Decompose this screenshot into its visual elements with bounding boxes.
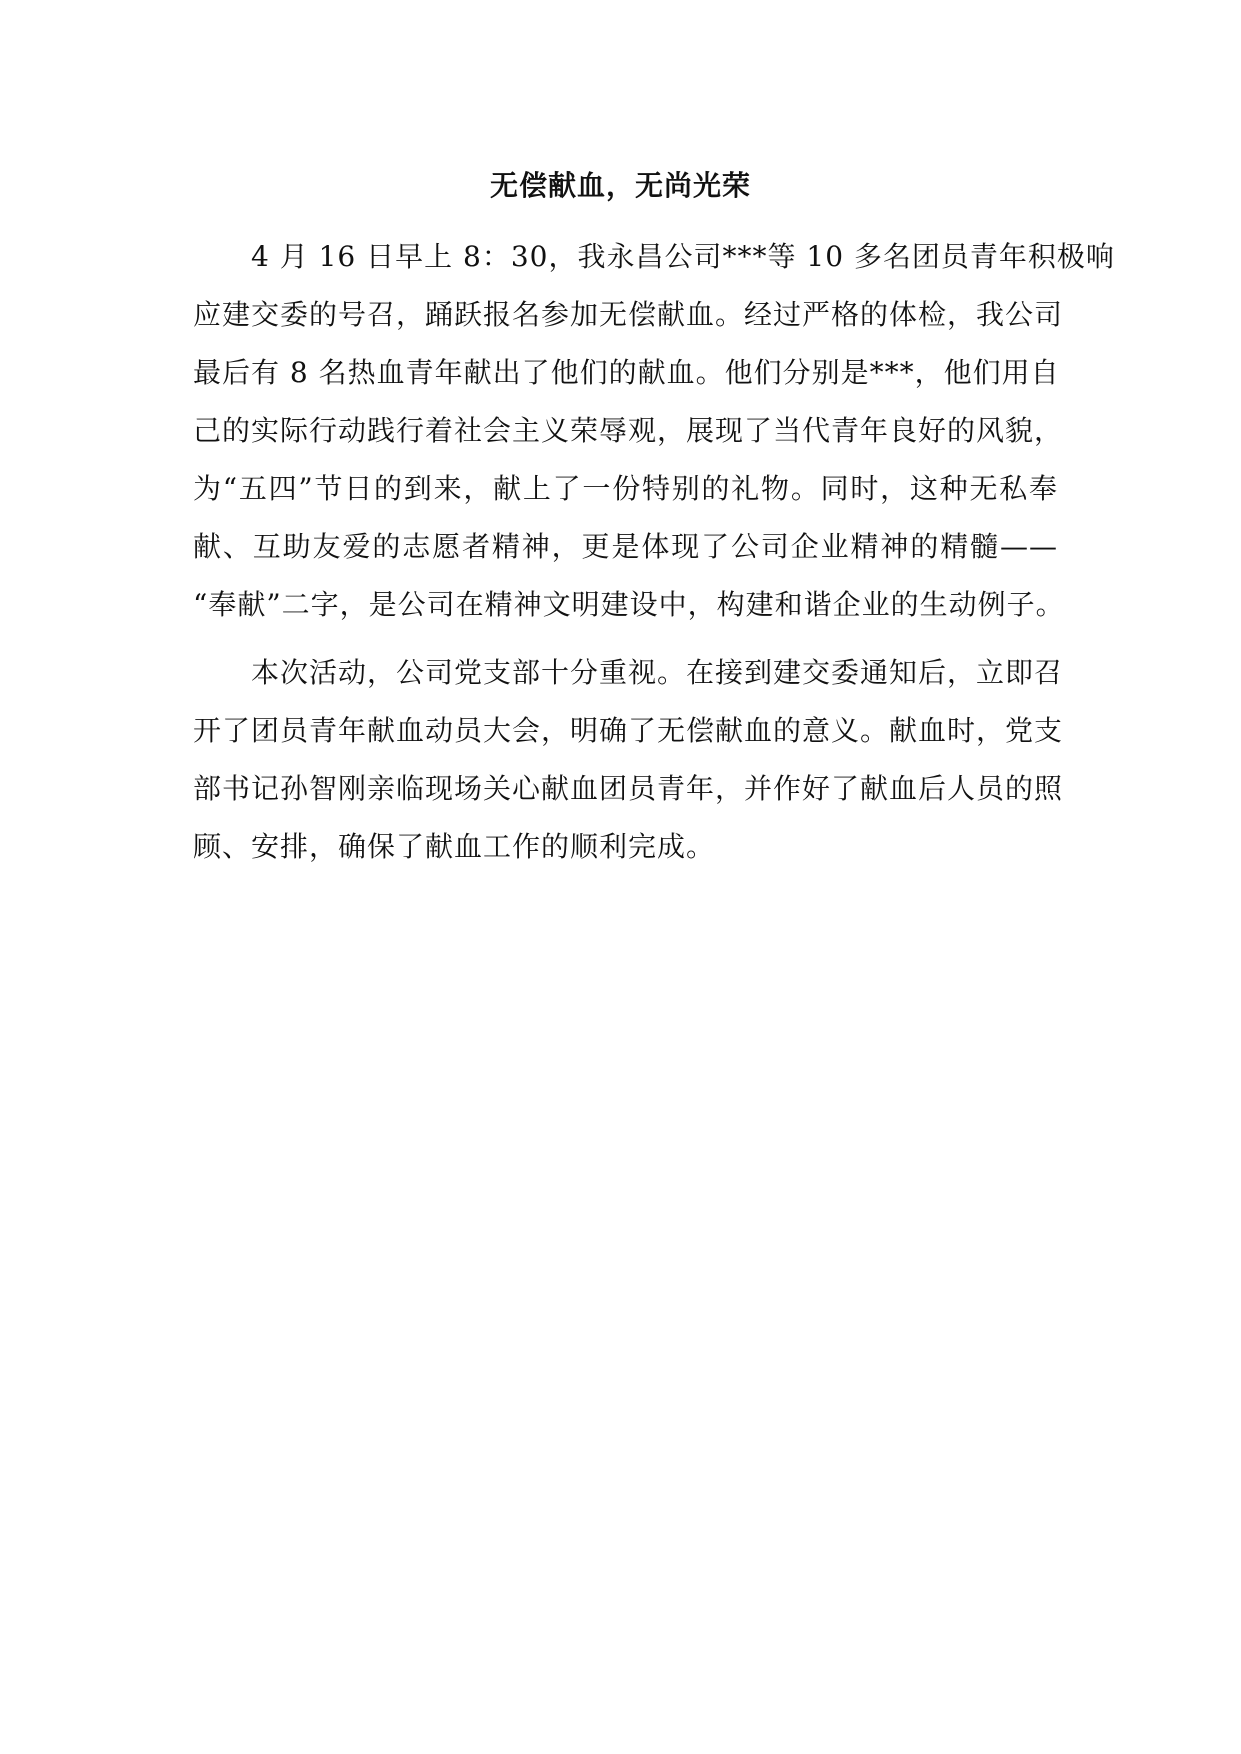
paragraph-1 [193,228,1115,634]
paragraph-line: 4 月 16 日早上 8：30，我永昌公司***等 10 多名团员青年积极响 [251,240,1115,273]
document-title: 无偿献血，无尚光荣 [489,169,751,202]
paragraph-spacing [193,634,1058,644]
paragraph-line: 顾、安排，确保了献血工作的顺利完成。 [193,830,716,863]
paragraph-line: 己的实际行动践行着社会主义荣辱观，展现了当代青年良好的风貌， [193,414,1064,447]
paragraph-line: 应建交委的号召，踊跃报名参加无偿献血。经过严格的体检，我公司 [193,298,1064,331]
paragraph-line: “奉献”二字，是公司在精神文明建设中，构建和谐企业的生动例子。 [193,588,1065,621]
paragraph-2 [193,644,1064,876]
paragraph-line: 开了团员青年献血动员大会，明确了无偿献血的意义。献血时，党支 [193,714,1064,747]
paragraph-line: 献、互助友爱的志愿者精神，更是体现了公司企业精神的精髓—— [193,530,1058,563]
paragraph-line: 本次活动，公司党支部十分重视。在接到建交委通知后，立即召 [251,656,1064,689]
paragraph-line: 部书记孙智刚亲临现场关心献血团员青年，并作好了献血后人员的照 [193,772,1064,805]
paragraph-line: 为“五四”节日的到来，献上了一份特别的礼物。同时，这种无私奉 [193,472,1058,505]
paragraph-line: 最后有 8 名热血青年献出了他们的献血。他们分别是***，他们用自 [193,356,1060,389]
document-body [193,228,1115,876]
